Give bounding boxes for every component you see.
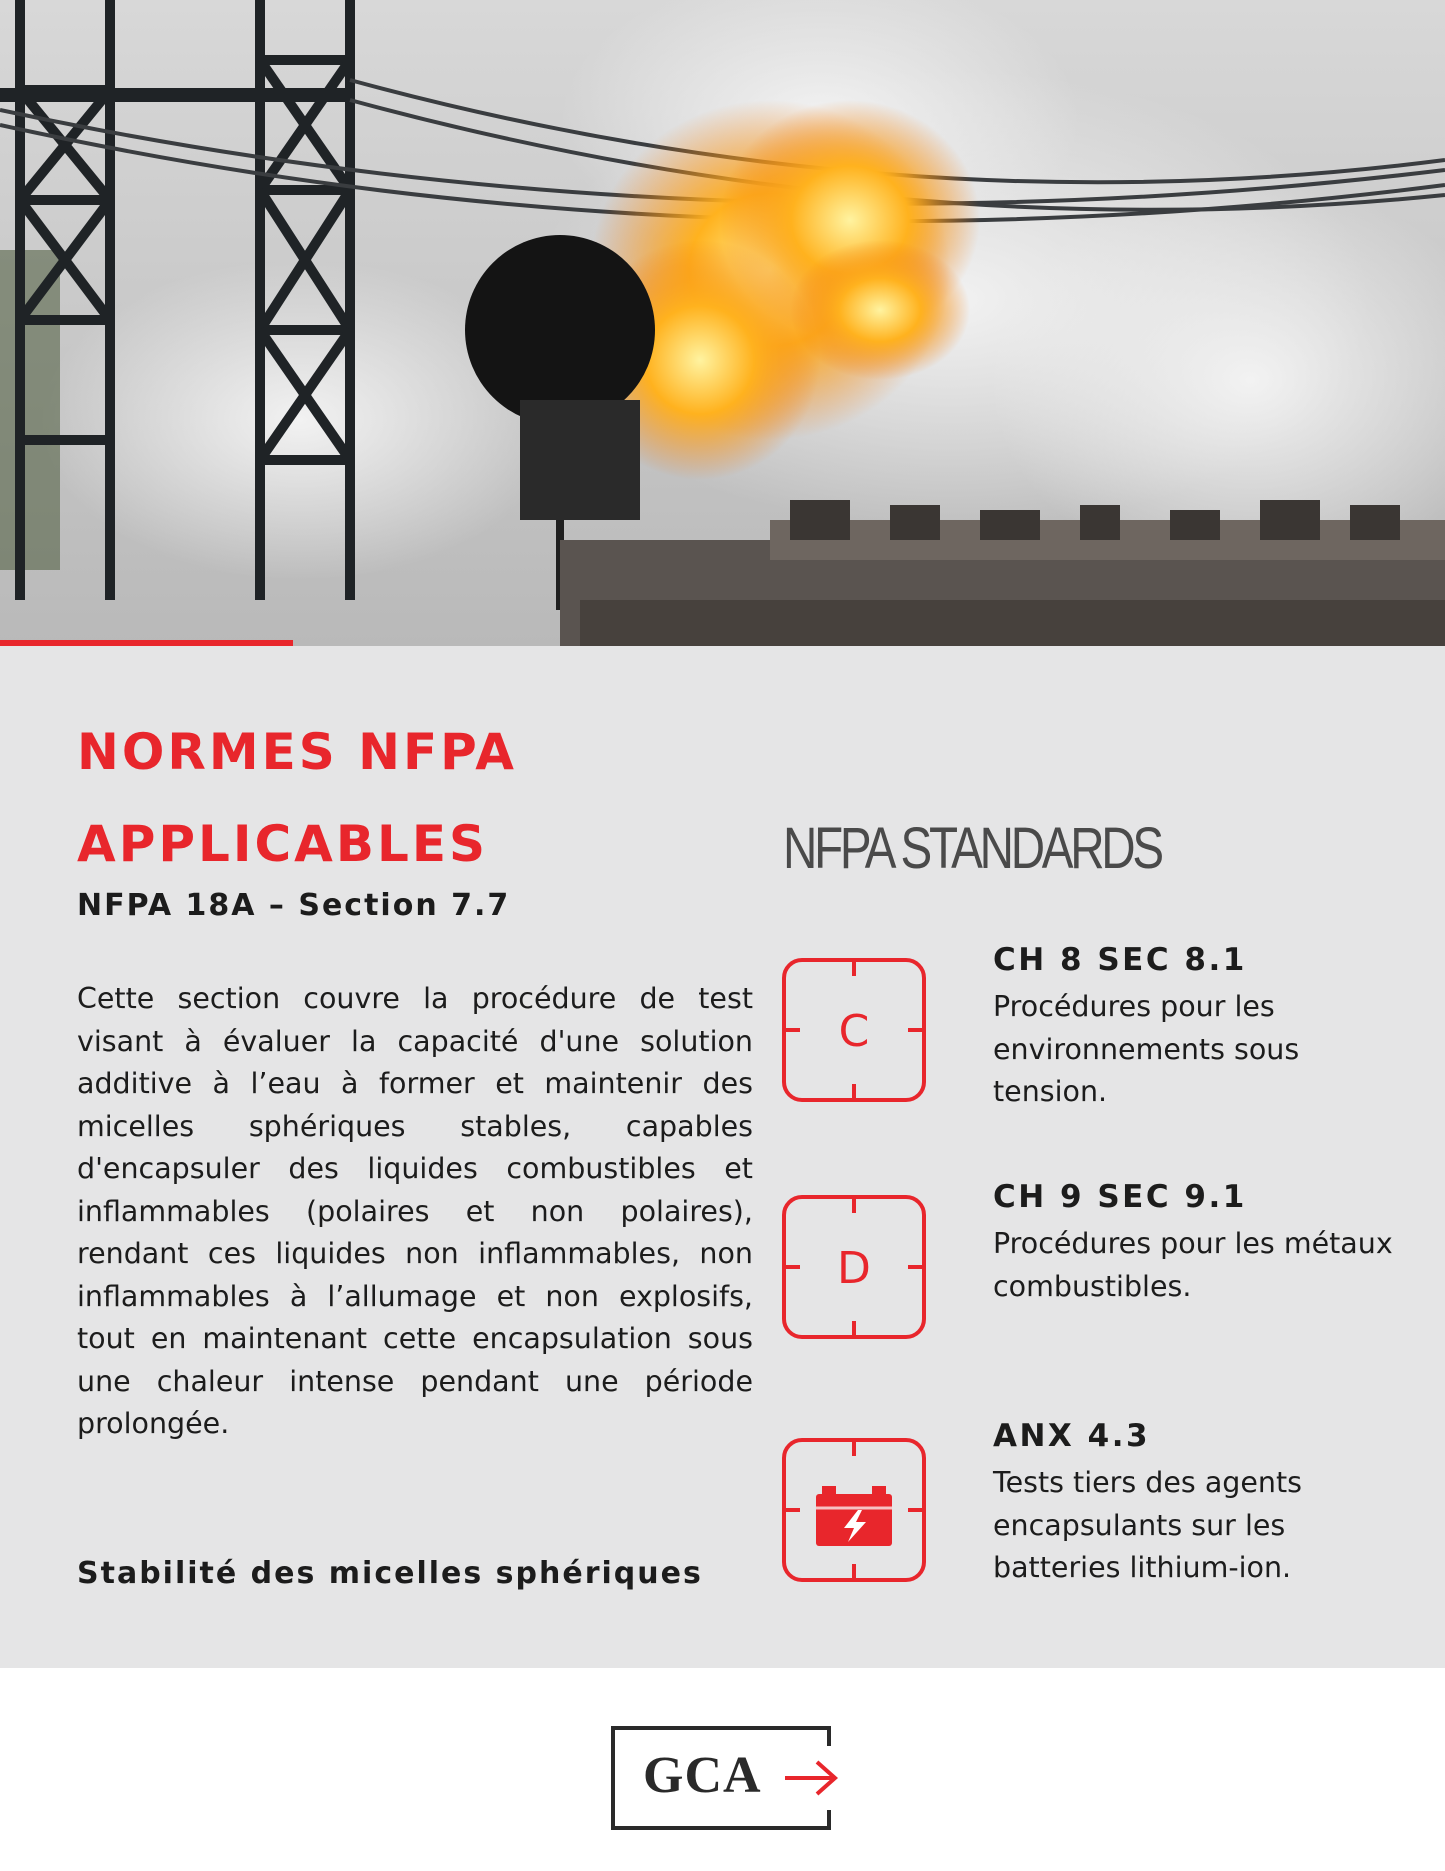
class-d-icon (780, 1193, 928, 1341)
gca-logo[interactable] (611, 1726, 833, 1830)
standards-heading: NFPA STANDARDS (783, 816, 1161, 881)
standard-description: Procédures pour les métaux combustibles. (993, 1227, 1393, 1303)
title-line-2: APPLICABLES (77, 815, 488, 873)
standard-description: Procédures pour les environnements sous tension. (993, 990, 1300, 1108)
arrow-right-icon (783, 1758, 843, 1798)
standard-code: CH 8 SEC 8.1 (993, 942, 1247, 978)
standard-item (780, 1418, 1420, 1598)
title-line-1: NORMES NFPA (77, 723, 517, 781)
standard-item (780, 1179, 1420, 1329)
section-description: Cette section couvre la procédure de test visant à évaluer la capacité d'une solution additive à l’eau à former et maintenir des micelles sphériques stables, capables d'encapsuler des liquides combustibles et inflammables (polaires et non polaires), rendant ces liquides non inflammables, non inflammables à l’allumage et non explosifs, tout en maintenant cette encapsulation sous une chaleur intense pendant une période prolongée. (77, 982, 753, 1440)
class-c-letter: C (838, 1006, 870, 1057)
standard-description: Tests tiers des agents encapsulants sur les batteries lithium-ion. (993, 1466, 1302, 1584)
hero-photo (0, 0, 1445, 646)
section-subtitle: NFPA 18A – Section 7.7 (77, 888, 511, 923)
standard-item (780, 942, 1420, 1108)
substation-fire-illustration (0, 0, 1445, 646)
class-c-icon (780, 956, 928, 1104)
page-title (77, 706, 717, 890)
logo-text: GCA (643, 1747, 762, 1804)
class-d-letter: D (837, 1243, 871, 1294)
battery-icon (780, 1436, 928, 1584)
standard-code: ANX 4.3 (993, 1418, 1151, 1454)
section-footnote: Stabilité des micelles sphériques (77, 1556, 703, 1591)
standard-code: CH 9 SEC 9.1 (993, 1179, 1247, 1215)
